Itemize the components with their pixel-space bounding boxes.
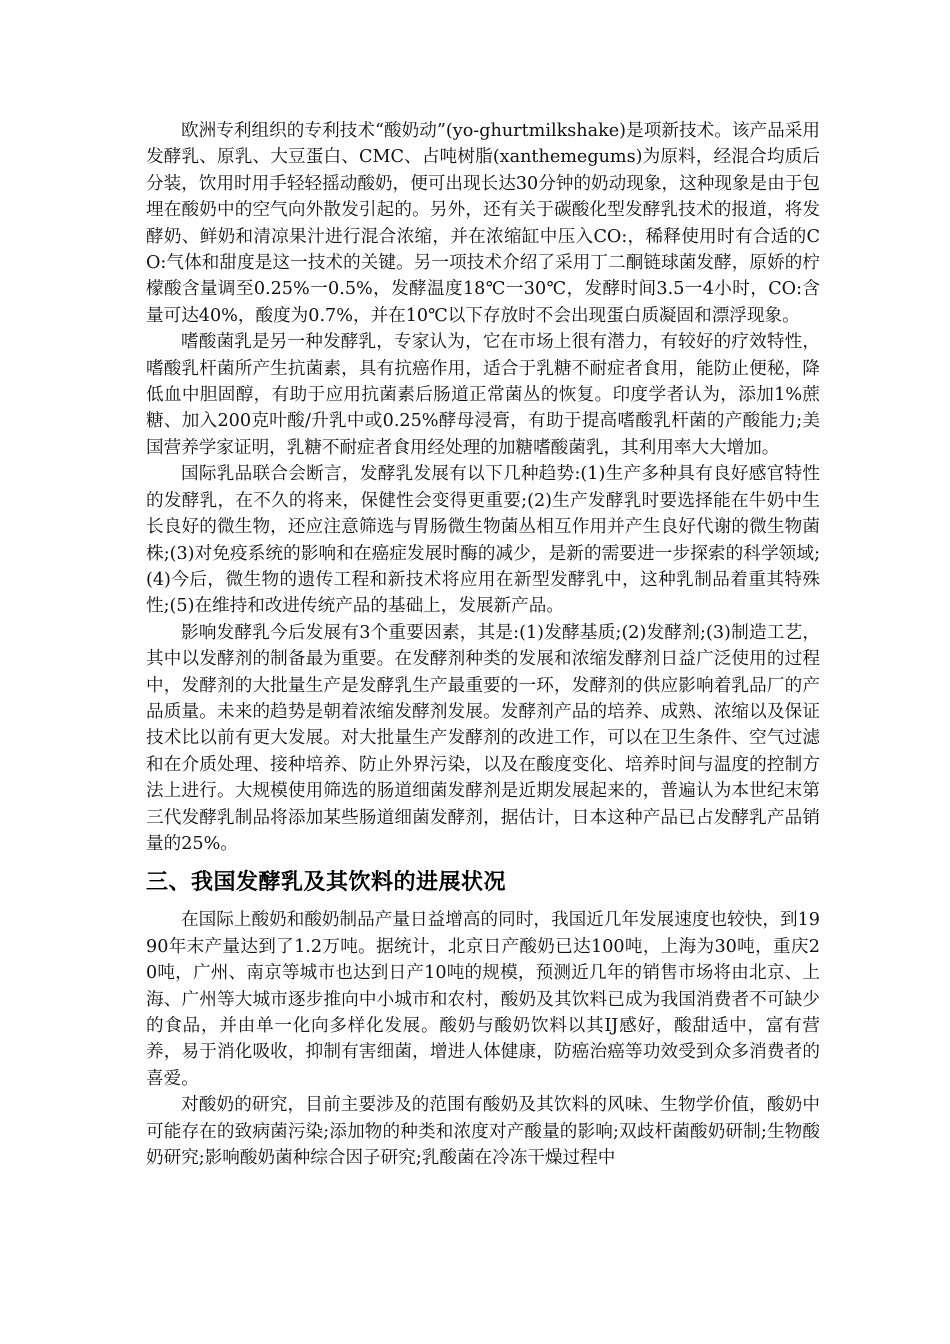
paragraph-acidophilus-milk: 嗜酸菌乳是另一种发酵乳，专家认为，它在市场上很有潜力，有较好的疗效特性，嗜酸乳杆菌所产生抗菌素，具有抗癌作用，适合于乳糖不耐症者食用，能防止便秘，降低血中胆固醇，有助于应用抗菌素后肠道正常菌丛的恢复。印度学者认为，添加1%蔗糖、加入200克叶酸/升乳中或0.25%酵母浸膏，有助于提高嗜酸乳杆菌的产酸能力;美国营养学家证明，乳糖不耐症者食用经处理的加糖嗜酸菌乳，其利用率大大增加。 xyxy=(146,332,820,458)
paragraph-idf-trends: 国际乳品联合会断言，发酵乳发展有以下几种趋势:(1)生产多种具有良好感官特性的发酵乳，在不久的将来，保健性会变得更重要;(2)生产发酵乳时要选择能在牛奶中生长良好的微生物，还应注意筛选与胃肠微生物菌丛相互作用并产生良好代谢的微生物菌株;(3)对免疫系统的影响和在癌症发展时酶的减少，是新的需要进一步探索的科学领域;(4)今后，微生物的遗传工程和新技术将应用在新型发酵乳中，这种乳制品着重其特殊性;(5)在维持和改进传统产品的基础上，发展新产品。 xyxy=(146,464,820,617)
paragraph-yoghurt-milkshake: 欧洲专利组织的专利技术“酸奶动”(yo-ghurtmilkshake)是项新技术。该产品采用发酵乳、原乳、大豆蛋白、CMC、占吨树脂(xanthemegums)为原料，经混合均质后分装，饮用时用手轻轻摇动酸奶，便可出现长达30分钟的奶动现象，这种现象是由于包埋在酸奶中的空气向外散发引起的。另外，还有关于碳酸化型发酵乳技术的报道，将发酵奶、鲜奶和清凉果汁进行混合浓缩，并在浓缩缸中压入CO:，稀释使用时有合适的CO:气体和甜度是这一技术的关键。另一项技术介绍了采用丁二酮链球菌发酵，原娇的柠檬酸含量调至0.25%一0.5%，发酵温度18℃一30℃，发酵时间3.5一4小时，CO:含量可达40%，酸度为0.7%，并在10℃以下存放时不会出现蛋白质凝固和漂浮现象。 xyxy=(146,121,820,326)
section-heading: 三、我国发酵乳及其饮料的进展状况 xyxy=(146,870,507,896)
paragraph-starter-culture-factors: 影响发酵乳今后发展有3个重要因素，其是:(1)发酵基质;(2)发酵剂;(3)制造工艺，其中以发酵剂的制备最为重要。在发酵剂种类的发展和浓缩发酵剂日益广泛使用的过程中，发酵剂的大批量生产是发酵乳生产最重要的一环，发酵剂的供应影响着乳品厂的产品质量。未来的趋势是朝着浓缩发酵剂发展。发酵剂产品的培养、成熟、浓缩以及保证技术比以前有更大发展。对大批量生产发酵剂的改进工作，可以在卫生条件、空气过滤和在介质处理、接种培养、防止外界污染，以及在酸度变化、培养时间与温度的控制方法上进行。大规模使用筛选的肠道细菌发酵剂是近期发展起来的，普遍认为本世纪末第三代发酵乳制品将添加某些肠道细菌发酵剂，据估计，日本这种产品已占发酵乳产品销量的25%。 xyxy=(146,622,820,854)
document-body xyxy=(146,118,820,1171)
paragraph-china-production: 在国际上酸奶和酸奶制品产量日益增高的同时，我国近几年发展速度也较快，到1990年末产量达到了1.2万吨。据统计，北京日产酸奶已达100吨，上海为30吨，重庆20吨，广州、南京等城市也达到日产10吨的规模，预测近几年的销售市场将由北京、上海、广州等大城市逐步推向中小城市和农村，酸奶及其饮料已成为我国消费者不可缺少的食品，并由单一化向多样化发展。酸奶与酸奶饮料以其IJ感好，酸甜适中，富有营养，易于消化吸收，抑制有害细菌，增进人体健康，防癌治癌等功效受到众多消费者的喜爱。 xyxy=(146,910,820,1089)
paragraph-yoghurt-research: 对酸奶的研究，目前主要涉及的范围有酸奶及其饮料的风味、生物学价值，酸奶中可能存在的致病菌污染;添加物的种类和浓度对产酸量的影响;双歧杆菌酸奶研制;生物酸奶研究;影响酸奶菌种综合因子研究;乳酸菌在冷冻干燥过程中 xyxy=(146,1095,820,1169)
